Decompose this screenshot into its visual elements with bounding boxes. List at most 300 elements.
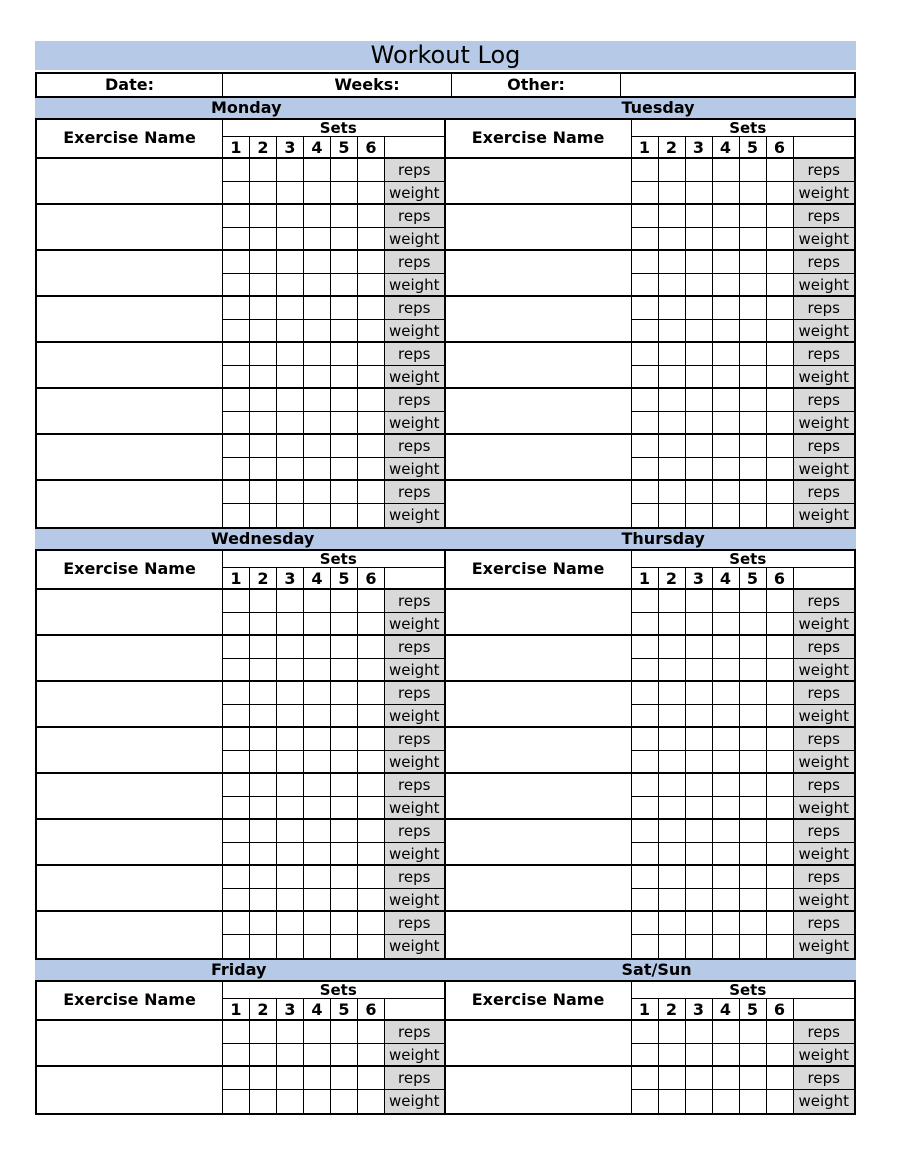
reps-set-3-cell[interactable]: [686, 682, 713, 705]
weight-set-4-cell[interactable]: [713, 889, 740, 912]
exercise-name-cell[interactable]: [446, 481, 632, 527]
other-field[interactable]: [621, 74, 854, 96]
weight-set-2-cell[interactable]: [659, 366, 686, 389]
weight-set-3-cell[interactable]: [277, 797, 304, 820]
weight-set-1-cell[interactable]: [223, 659, 250, 682]
weight-set-5-cell[interactable]: [331, 320, 358, 343]
weight-set-5-cell[interactable]: [740, 935, 767, 958]
weight-set-3-cell[interactable]: [686, 320, 713, 343]
reps-set-5-cell[interactable]: [331, 159, 358, 182]
reps-set-1-cell[interactable]: [632, 866, 659, 889]
reps-set-2-cell[interactable]: [250, 728, 277, 751]
weight-set-1-cell[interactable]: [223, 1044, 250, 1067]
weight-set-4-cell[interactable]: [304, 228, 331, 251]
reps-set-3-cell[interactable]: [277, 481, 304, 504]
weight-set-4-cell[interactable]: [713, 1044, 740, 1067]
reps-set-6-cell[interactable]: [358, 636, 385, 659]
reps-set-4-cell[interactable]: [713, 205, 740, 228]
weight-set-6-cell[interactable]: [767, 843, 794, 866]
exercise-name-cell[interactable]: [37, 251, 223, 297]
reps-set-5-cell[interactable]: [331, 343, 358, 366]
reps-set-5-cell[interactable]: [740, 389, 767, 412]
exercise-name-cell[interactable]: [37, 636, 223, 682]
reps-set-2-cell[interactable]: [659, 1067, 686, 1090]
weight-set-3-cell[interactable]: [686, 843, 713, 866]
reps-set-5-cell[interactable]: [740, 343, 767, 366]
weight-set-4-cell[interactable]: [304, 1044, 331, 1067]
weight-set-5-cell[interactable]: [740, 412, 767, 435]
reps-set-4-cell[interactable]: [713, 1067, 740, 1090]
weight-set-5-cell[interactable]: [740, 458, 767, 481]
weight-set-4-cell[interactable]: [304, 705, 331, 728]
reps-set-3-cell[interactable]: [686, 435, 713, 458]
weight-set-2-cell[interactable]: [250, 889, 277, 912]
reps-set-3-cell[interactable]: [277, 297, 304, 320]
reps-set-1-cell[interactable]: [223, 866, 250, 889]
weight-set-3-cell[interactable]: [686, 274, 713, 297]
weight-set-3-cell[interactable]: [277, 504, 304, 527]
weight-set-1-cell[interactable]: [223, 1090, 250, 1113]
reps-set-3-cell[interactable]: [277, 343, 304, 366]
weight-set-6-cell[interactable]: [767, 751, 794, 774]
reps-set-4-cell[interactable]: [713, 912, 740, 935]
reps-set-5-cell[interactable]: [740, 1067, 767, 1090]
weight-set-2-cell[interactable]: [250, 228, 277, 251]
reps-set-4-cell[interactable]: [304, 205, 331, 228]
reps-set-5-cell[interactable]: [331, 1067, 358, 1090]
weight-set-2-cell[interactable]: [250, 751, 277, 774]
weight-set-5-cell[interactable]: [331, 182, 358, 205]
weight-set-4-cell[interactable]: [304, 843, 331, 866]
weight-set-2-cell[interactable]: [250, 182, 277, 205]
reps-set-6-cell[interactable]: [767, 481, 794, 504]
reps-set-2-cell[interactable]: [659, 159, 686, 182]
reps-set-1-cell[interactable]: [223, 251, 250, 274]
reps-set-5-cell[interactable]: [740, 297, 767, 320]
reps-set-2-cell[interactable]: [250, 912, 277, 935]
reps-set-1-cell[interactable]: [223, 728, 250, 751]
reps-set-4-cell[interactable]: [713, 251, 740, 274]
exercise-name-cell[interactable]: [37, 159, 223, 205]
reps-set-6-cell[interactable]: [358, 820, 385, 843]
weight-set-5-cell[interactable]: [331, 1090, 358, 1113]
reps-set-4-cell[interactable]: [304, 1067, 331, 1090]
reps-set-5-cell[interactable]: [740, 774, 767, 797]
reps-set-6-cell[interactable]: [767, 728, 794, 751]
weight-set-1-cell[interactable]: [223, 228, 250, 251]
exercise-name-cell[interactable]: [446, 820, 632, 866]
reps-set-3-cell[interactable]: [277, 866, 304, 889]
weight-set-1-cell[interactable]: [632, 613, 659, 636]
weight-set-5-cell[interactable]: [331, 613, 358, 636]
weight-set-6-cell[interactable]: [358, 274, 385, 297]
reps-set-3-cell[interactable]: [686, 820, 713, 843]
reps-set-2-cell[interactable]: [250, 866, 277, 889]
exercise-name-cell[interactable]: [37, 343, 223, 389]
reps-set-2-cell[interactable]: [659, 343, 686, 366]
reps-set-4-cell[interactable]: [304, 343, 331, 366]
reps-set-5-cell[interactable]: [740, 912, 767, 935]
exercise-name-cell[interactable]: [37, 389, 223, 435]
weight-set-2-cell[interactable]: [659, 705, 686, 728]
reps-set-4-cell[interactable]: [304, 774, 331, 797]
weight-set-2-cell[interactable]: [250, 659, 277, 682]
weight-set-4-cell[interactable]: [304, 366, 331, 389]
exercise-name-cell[interactable]: [37, 774, 223, 820]
weight-set-6-cell[interactable]: [358, 751, 385, 774]
weight-set-2-cell[interactable]: [659, 504, 686, 527]
weight-set-3-cell[interactable]: [686, 659, 713, 682]
weight-set-3-cell[interactable]: [686, 182, 713, 205]
weight-set-1-cell[interactable]: [632, 320, 659, 343]
weight-set-1-cell[interactable]: [632, 182, 659, 205]
reps-set-4-cell[interactable]: [713, 590, 740, 613]
exercise-name-cell[interactable]: [446, 1067, 632, 1113]
exercise-name-cell[interactable]: [446, 590, 632, 636]
weight-set-6-cell[interactable]: [358, 935, 385, 958]
reps-set-2-cell[interactable]: [659, 389, 686, 412]
reps-set-2-cell[interactable]: [250, 820, 277, 843]
weight-set-1-cell[interactable]: [223, 843, 250, 866]
reps-set-6-cell[interactable]: [358, 590, 385, 613]
weight-set-1-cell[interactable]: [223, 274, 250, 297]
reps-set-2-cell[interactable]: [659, 682, 686, 705]
weight-set-3-cell[interactable]: [277, 458, 304, 481]
reps-set-5-cell[interactable]: [331, 820, 358, 843]
reps-set-4-cell[interactable]: [713, 636, 740, 659]
weight-set-3-cell[interactable]: [686, 1044, 713, 1067]
weight-set-4-cell[interactable]: [713, 613, 740, 636]
weight-set-5-cell[interactable]: [740, 705, 767, 728]
exercise-name-cell[interactable]: [446, 866, 632, 912]
reps-set-5-cell[interactable]: [740, 435, 767, 458]
reps-set-1-cell[interactable]: [223, 1067, 250, 1090]
reps-set-3-cell[interactable]: [686, 866, 713, 889]
weight-set-1-cell[interactable]: [223, 504, 250, 527]
weight-set-1-cell[interactable]: [632, 412, 659, 435]
reps-set-4-cell[interactable]: [304, 636, 331, 659]
weight-set-2-cell[interactable]: [250, 274, 277, 297]
reps-set-6-cell[interactable]: [358, 1067, 385, 1090]
exercise-name-cell[interactable]: [446, 728, 632, 774]
weight-set-6-cell[interactable]: [358, 1090, 385, 1113]
weight-set-4-cell[interactable]: [304, 320, 331, 343]
reps-set-2-cell[interactable]: [250, 590, 277, 613]
reps-set-1-cell[interactable]: [632, 343, 659, 366]
exercise-name-cell[interactable]: [37, 590, 223, 636]
weight-set-3-cell[interactable]: [277, 1044, 304, 1067]
reps-set-3-cell[interactable]: [686, 774, 713, 797]
reps-set-3-cell[interactable]: [277, 682, 304, 705]
reps-set-1-cell[interactable]: [223, 820, 250, 843]
reps-set-5-cell[interactable]: [740, 866, 767, 889]
exercise-name-cell[interactable]: [37, 866, 223, 912]
reps-set-6-cell[interactable]: [767, 1021, 794, 1044]
weight-set-1-cell[interactable]: [223, 182, 250, 205]
exercise-name-cell[interactable]: [446, 636, 632, 682]
reps-set-2-cell[interactable]: [250, 389, 277, 412]
weight-set-6-cell[interactable]: [767, 412, 794, 435]
reps-set-1-cell[interactable]: [223, 159, 250, 182]
reps-set-2-cell[interactable]: [659, 912, 686, 935]
weight-set-6-cell[interactable]: [358, 412, 385, 435]
weight-set-5-cell[interactable]: [331, 228, 358, 251]
reps-set-6-cell[interactable]: [767, 866, 794, 889]
weight-set-3-cell[interactable]: [686, 705, 713, 728]
weight-set-4-cell[interactable]: [713, 182, 740, 205]
reps-set-1-cell[interactable]: [632, 728, 659, 751]
reps-set-3-cell[interactable]: [686, 590, 713, 613]
reps-set-3-cell[interactable]: [686, 251, 713, 274]
exercise-name-cell[interactable]: [37, 820, 223, 866]
weight-set-5-cell[interactable]: [331, 797, 358, 820]
weight-set-1-cell[interactable]: [632, 366, 659, 389]
weight-set-5-cell[interactable]: [331, 458, 358, 481]
reps-set-3-cell[interactable]: [277, 1021, 304, 1044]
reps-set-5-cell[interactable]: [331, 774, 358, 797]
reps-set-2-cell[interactable]: [659, 866, 686, 889]
weight-set-3-cell[interactable]: [686, 797, 713, 820]
reps-set-6-cell[interactable]: [767, 343, 794, 366]
weight-set-1-cell[interactable]: [223, 320, 250, 343]
reps-set-6-cell[interactable]: [767, 912, 794, 935]
reps-set-1-cell[interactable]: [632, 205, 659, 228]
weight-set-6-cell[interactable]: [358, 366, 385, 389]
weight-set-4-cell[interactable]: [713, 320, 740, 343]
weight-set-2-cell[interactable]: [250, 613, 277, 636]
weight-set-1-cell[interactable]: [632, 797, 659, 820]
reps-set-6-cell[interactable]: [767, 205, 794, 228]
exercise-name-cell[interactable]: [37, 435, 223, 481]
reps-set-1-cell[interactable]: [223, 481, 250, 504]
reps-set-2-cell[interactable]: [659, 728, 686, 751]
weight-set-6-cell[interactable]: [767, 274, 794, 297]
weight-set-3-cell[interactable]: [277, 320, 304, 343]
weight-set-4-cell[interactable]: [713, 504, 740, 527]
reps-set-4-cell[interactable]: [304, 682, 331, 705]
weight-set-2-cell[interactable]: [250, 412, 277, 435]
weight-set-2-cell[interactable]: [659, 1044, 686, 1067]
reps-set-4-cell[interactable]: [713, 297, 740, 320]
reps-set-5-cell[interactable]: [331, 205, 358, 228]
weight-set-1-cell[interactable]: [223, 751, 250, 774]
reps-set-3-cell[interactable]: [686, 636, 713, 659]
weight-set-3-cell[interactable]: [686, 613, 713, 636]
reps-set-1-cell[interactable]: [223, 636, 250, 659]
weight-set-3-cell[interactable]: [277, 751, 304, 774]
reps-set-3-cell[interactable]: [686, 728, 713, 751]
weight-set-5-cell[interactable]: [740, 751, 767, 774]
reps-set-6-cell[interactable]: [358, 205, 385, 228]
reps-set-3-cell[interactable]: [686, 297, 713, 320]
weight-set-6-cell[interactable]: [767, 458, 794, 481]
reps-set-6-cell[interactable]: [358, 297, 385, 320]
weight-set-1-cell[interactable]: [632, 1044, 659, 1067]
weight-set-5-cell[interactable]: [740, 659, 767, 682]
reps-set-2-cell[interactable]: [659, 820, 686, 843]
reps-set-6-cell[interactable]: [767, 636, 794, 659]
reps-set-3-cell[interactable]: [686, 159, 713, 182]
weight-set-5-cell[interactable]: [740, 1090, 767, 1113]
reps-set-5-cell[interactable]: [740, 636, 767, 659]
weight-set-1-cell[interactable]: [632, 659, 659, 682]
weight-set-6-cell[interactable]: [767, 320, 794, 343]
reps-set-2-cell[interactable]: [659, 1021, 686, 1044]
weight-set-3-cell[interactable]: [277, 274, 304, 297]
weight-set-2-cell[interactable]: [250, 320, 277, 343]
weight-set-3-cell[interactable]: [686, 228, 713, 251]
reps-set-3-cell[interactable]: [277, 435, 304, 458]
weight-set-5-cell[interactable]: [740, 274, 767, 297]
reps-set-2-cell[interactable]: [659, 636, 686, 659]
weight-set-6-cell[interactable]: [767, 659, 794, 682]
reps-set-4-cell[interactable]: [713, 1021, 740, 1044]
reps-set-4-cell[interactable]: [304, 297, 331, 320]
weight-set-4-cell[interactable]: [713, 705, 740, 728]
weight-set-4-cell[interactable]: [713, 228, 740, 251]
reps-set-4-cell[interactable]: [304, 866, 331, 889]
weight-set-2-cell[interactable]: [250, 1090, 277, 1113]
reps-set-3-cell[interactable]: [686, 343, 713, 366]
weight-set-2-cell[interactable]: [659, 935, 686, 958]
reps-set-6-cell[interactable]: [767, 435, 794, 458]
reps-set-5-cell[interactable]: [331, 251, 358, 274]
weight-set-6-cell[interactable]: [767, 1044, 794, 1067]
reps-set-2-cell[interactable]: [659, 435, 686, 458]
weight-set-2-cell[interactable]: [659, 274, 686, 297]
weight-set-3-cell[interactable]: [277, 659, 304, 682]
reps-set-6-cell[interactable]: [358, 435, 385, 458]
weight-set-6-cell[interactable]: [767, 797, 794, 820]
weight-set-4-cell[interactable]: [713, 935, 740, 958]
reps-set-1-cell[interactable]: [632, 820, 659, 843]
weight-set-3-cell[interactable]: [686, 751, 713, 774]
reps-set-3-cell[interactable]: [277, 590, 304, 613]
reps-set-3-cell[interactable]: [686, 912, 713, 935]
reps-set-5-cell[interactable]: [331, 682, 358, 705]
weight-set-6-cell[interactable]: [358, 228, 385, 251]
reps-set-6-cell[interactable]: [358, 728, 385, 751]
reps-set-5-cell[interactable]: [331, 435, 358, 458]
exercise-name-cell[interactable]: [446, 389, 632, 435]
reps-set-4-cell[interactable]: [304, 820, 331, 843]
reps-set-3-cell[interactable]: [686, 389, 713, 412]
reps-set-4-cell[interactable]: [713, 820, 740, 843]
weight-set-2-cell[interactable]: [659, 613, 686, 636]
weight-set-3-cell[interactable]: [686, 412, 713, 435]
weight-set-6-cell[interactable]: [767, 182, 794, 205]
weight-set-4-cell[interactable]: [304, 889, 331, 912]
reps-set-4-cell[interactable]: [304, 1021, 331, 1044]
reps-set-5-cell[interactable]: [331, 590, 358, 613]
weight-set-2-cell[interactable]: [659, 320, 686, 343]
reps-set-5-cell[interactable]: [740, 205, 767, 228]
weight-set-2-cell[interactable]: [659, 751, 686, 774]
reps-set-4-cell[interactable]: [713, 159, 740, 182]
reps-set-6-cell[interactable]: [767, 774, 794, 797]
reps-set-1-cell[interactable]: [632, 389, 659, 412]
reps-set-1-cell[interactable]: [632, 1021, 659, 1044]
weight-set-5-cell[interactable]: [740, 843, 767, 866]
reps-set-6-cell[interactable]: [767, 820, 794, 843]
weight-set-1-cell[interactable]: [223, 613, 250, 636]
exercise-name-cell[interactable]: [37, 205, 223, 251]
reps-set-6-cell[interactable]: [358, 389, 385, 412]
reps-set-3-cell[interactable]: [277, 728, 304, 751]
weight-set-2-cell[interactable]: [659, 843, 686, 866]
weight-set-4-cell[interactable]: [304, 751, 331, 774]
weight-set-2-cell[interactable]: [659, 182, 686, 205]
reps-set-5-cell[interactable]: [331, 389, 358, 412]
weight-set-5-cell[interactable]: [331, 366, 358, 389]
exercise-name-cell[interactable]: [446, 912, 632, 958]
weight-set-6-cell[interactable]: [358, 613, 385, 636]
reps-set-3-cell[interactable]: [686, 205, 713, 228]
weight-set-4-cell[interactable]: [713, 274, 740, 297]
weight-set-5-cell[interactable]: [331, 1044, 358, 1067]
weight-set-4-cell[interactable]: [304, 274, 331, 297]
reps-set-6-cell[interactable]: [358, 1021, 385, 1044]
weight-set-1-cell[interactable]: [632, 751, 659, 774]
reps-set-3-cell[interactable]: [686, 1067, 713, 1090]
reps-set-6-cell[interactable]: [767, 297, 794, 320]
weight-set-6-cell[interactable]: [358, 705, 385, 728]
weight-set-4-cell[interactable]: [304, 412, 331, 435]
weight-set-4-cell[interactable]: [713, 366, 740, 389]
reps-set-3-cell[interactable]: [686, 1021, 713, 1044]
reps-set-1-cell[interactable]: [632, 636, 659, 659]
weight-set-3-cell[interactable]: [277, 1090, 304, 1113]
reps-set-6-cell[interactable]: [358, 481, 385, 504]
weight-set-2-cell[interactable]: [659, 797, 686, 820]
reps-set-1-cell[interactable]: [223, 682, 250, 705]
reps-set-3-cell[interactable]: [277, 205, 304, 228]
reps-set-3-cell[interactable]: [686, 481, 713, 504]
reps-set-3-cell[interactable]: [277, 636, 304, 659]
weight-set-4-cell[interactable]: [713, 751, 740, 774]
weight-set-5-cell[interactable]: [331, 751, 358, 774]
weight-set-6-cell[interactable]: [767, 613, 794, 636]
weight-set-4-cell[interactable]: [304, 659, 331, 682]
reps-set-1-cell[interactable]: [632, 297, 659, 320]
exercise-name-cell[interactable]: [37, 912, 223, 958]
reps-set-5-cell[interactable]: [740, 820, 767, 843]
weight-set-6-cell[interactable]: [358, 843, 385, 866]
exercise-name-cell[interactable]: [37, 297, 223, 343]
weight-set-1-cell[interactable]: [632, 705, 659, 728]
weight-set-6-cell[interactable]: [767, 1090, 794, 1113]
reps-set-3-cell[interactable]: [277, 774, 304, 797]
weight-set-4-cell[interactable]: [713, 412, 740, 435]
weight-set-6-cell[interactable]: [358, 889, 385, 912]
weight-set-2-cell[interactable]: [250, 366, 277, 389]
weight-set-4-cell[interactable]: [713, 797, 740, 820]
exercise-name-cell[interactable]: [446, 205, 632, 251]
reps-set-3-cell[interactable]: [277, 1067, 304, 1090]
exercise-name-cell[interactable]: [446, 435, 632, 481]
weight-set-3-cell[interactable]: [686, 889, 713, 912]
reps-set-2-cell[interactable]: [659, 205, 686, 228]
reps-set-1-cell[interactable]: [223, 205, 250, 228]
reps-set-5-cell[interactable]: [331, 1021, 358, 1044]
weight-set-5-cell[interactable]: [740, 504, 767, 527]
weight-set-3-cell[interactable]: [277, 613, 304, 636]
weight-set-6-cell[interactable]: [767, 228, 794, 251]
weight-set-2-cell[interactable]: [659, 889, 686, 912]
weight-set-3-cell[interactable]: [277, 935, 304, 958]
reps-set-4-cell[interactable]: [713, 389, 740, 412]
reps-set-4-cell[interactable]: [304, 389, 331, 412]
